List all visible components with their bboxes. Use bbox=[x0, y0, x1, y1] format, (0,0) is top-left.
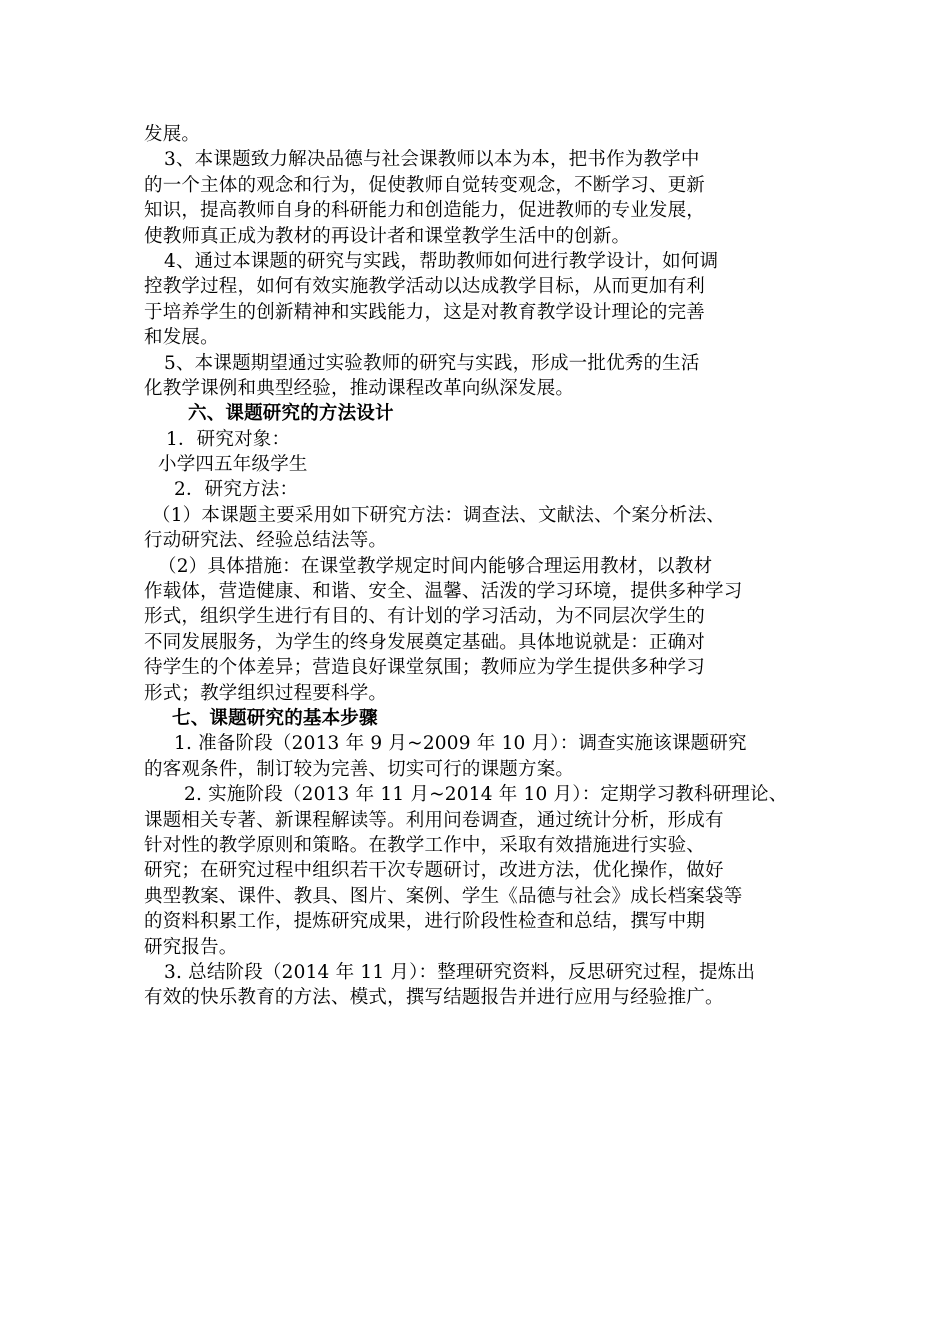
section-heading: 六、课题研究的方法设计 bbox=[188, 403, 394, 425]
text-line: 小学四五年级学生 bbox=[158, 454, 308, 476]
text-line: 和发展。 bbox=[144, 327, 219, 349]
text-line: 3、本课题致力解决品德与社会课教师以本为本，把书作为教学中 bbox=[164, 149, 700, 171]
text-line: 形式；教学组织过程要科学。 bbox=[144, 682, 388, 704]
text-line: 2. 实施阶段（2013 年 11 月~2014 年 10 月）：定期学习教科研理论、 bbox=[184, 784, 788, 806]
text-line: 典型教案、课件、教具、图片、案例、学生《品德与社会》成长档案袋等 bbox=[144, 885, 743, 907]
text-line: （1）本课题主要采用如下研究方法：调查法、文献法、个案分析法、 bbox=[152, 504, 725, 526]
text-line: 使教师真正成为教材的再设计者和课堂教学生活中的创新。 bbox=[144, 225, 631, 247]
text-line: 4、通过本课题的研究与实践，帮助教师如何进行教学设计，如何调 bbox=[164, 250, 719, 272]
text-line: 1．研究对象： bbox=[166, 428, 291, 450]
document-page bbox=[144, 122, 814, 1011]
text-line: 针对性的教学原则和策略。在教学工作中，采取有效措施进行实验、 bbox=[144, 834, 706, 856]
document-body bbox=[144, 122, 814, 1011]
text-line: 课题相关专著、新课程解读等。利用问卷调查，通过统计分析，形成有 bbox=[144, 809, 724, 831]
text-line: 形式，组织学生进行有目的、有计划的学习活动，为不同层次学生的 bbox=[144, 606, 706, 628]
text-line: 知识，提高教师自身的科研能力和创造能力，促进教师的专业发展， bbox=[144, 200, 706, 222]
text-line: 研究；在研究过程中组织若干次专题研讨，改进方法，优化操作，做好 bbox=[144, 860, 724, 882]
text-line: 研究报告。 bbox=[144, 936, 238, 958]
text-line: 3. 总结阶段（2014 年 11 月）：整理研究资料，反思研究过程，提炼出 bbox=[164, 961, 756, 983]
text-line: 2．研究方法： bbox=[174, 479, 299, 501]
text-line: 于培养学生的创新精神和实践能力，这是对教育教学设计理论的完善 bbox=[144, 301, 706, 323]
text-line: 行动研究法、经验总结法等。 bbox=[144, 530, 388, 552]
text-line: 发展。 bbox=[144, 124, 201, 145]
text-line: 化教学课例和典型经验，推动课程改革向纵深发展。 bbox=[144, 377, 575, 399]
section-heading: 七、课题研究的基本步骤 bbox=[172, 707, 378, 729]
text-line: 5、本课题期望通过实验教师的研究与实践，形成一批优秀的生活 bbox=[164, 352, 700, 374]
text-line: 待学生的个体差异；营造良好课堂氛围；教师应为学生提供多种学习 bbox=[144, 657, 706, 679]
text-line: 控教学过程，如何有效实施教学活动以达成教学目标，从而更加有利 bbox=[144, 276, 706, 298]
text-line: 的资料积累工作，提炼研究成果，进行阶段性检查和总结，撰写中期 bbox=[144, 911, 706, 933]
text-line: 的一个主体的观念和行为，促使教师自觉转变观念，不断学习、更新 bbox=[144, 174, 706, 196]
text-line: 1. 准备阶段（2013 年 9 月~2009 年 10 月）：调查实施该课题研究 bbox=[174, 733, 747, 755]
text-line: 作载体，营造健康、和谐、安全、温馨、活泼的学习环境，提供多种学习 bbox=[144, 581, 743, 603]
text-line: 的客观条件，制订较为完善、切实可行的课题方案。 bbox=[144, 758, 575, 780]
text-line: （2）具体措施：在课堂教学规定时间内能够合理运用教材，以教材 bbox=[158, 555, 713, 577]
text-line: 有效的快乐教育的方法、模式，撰写结题报告并进行应用与经验推广。 bbox=[144, 987, 724, 1009]
text-line: 不同发展服务，为学生的终身发展奠定基础。具体地说就是：正确对 bbox=[144, 631, 706, 653]
